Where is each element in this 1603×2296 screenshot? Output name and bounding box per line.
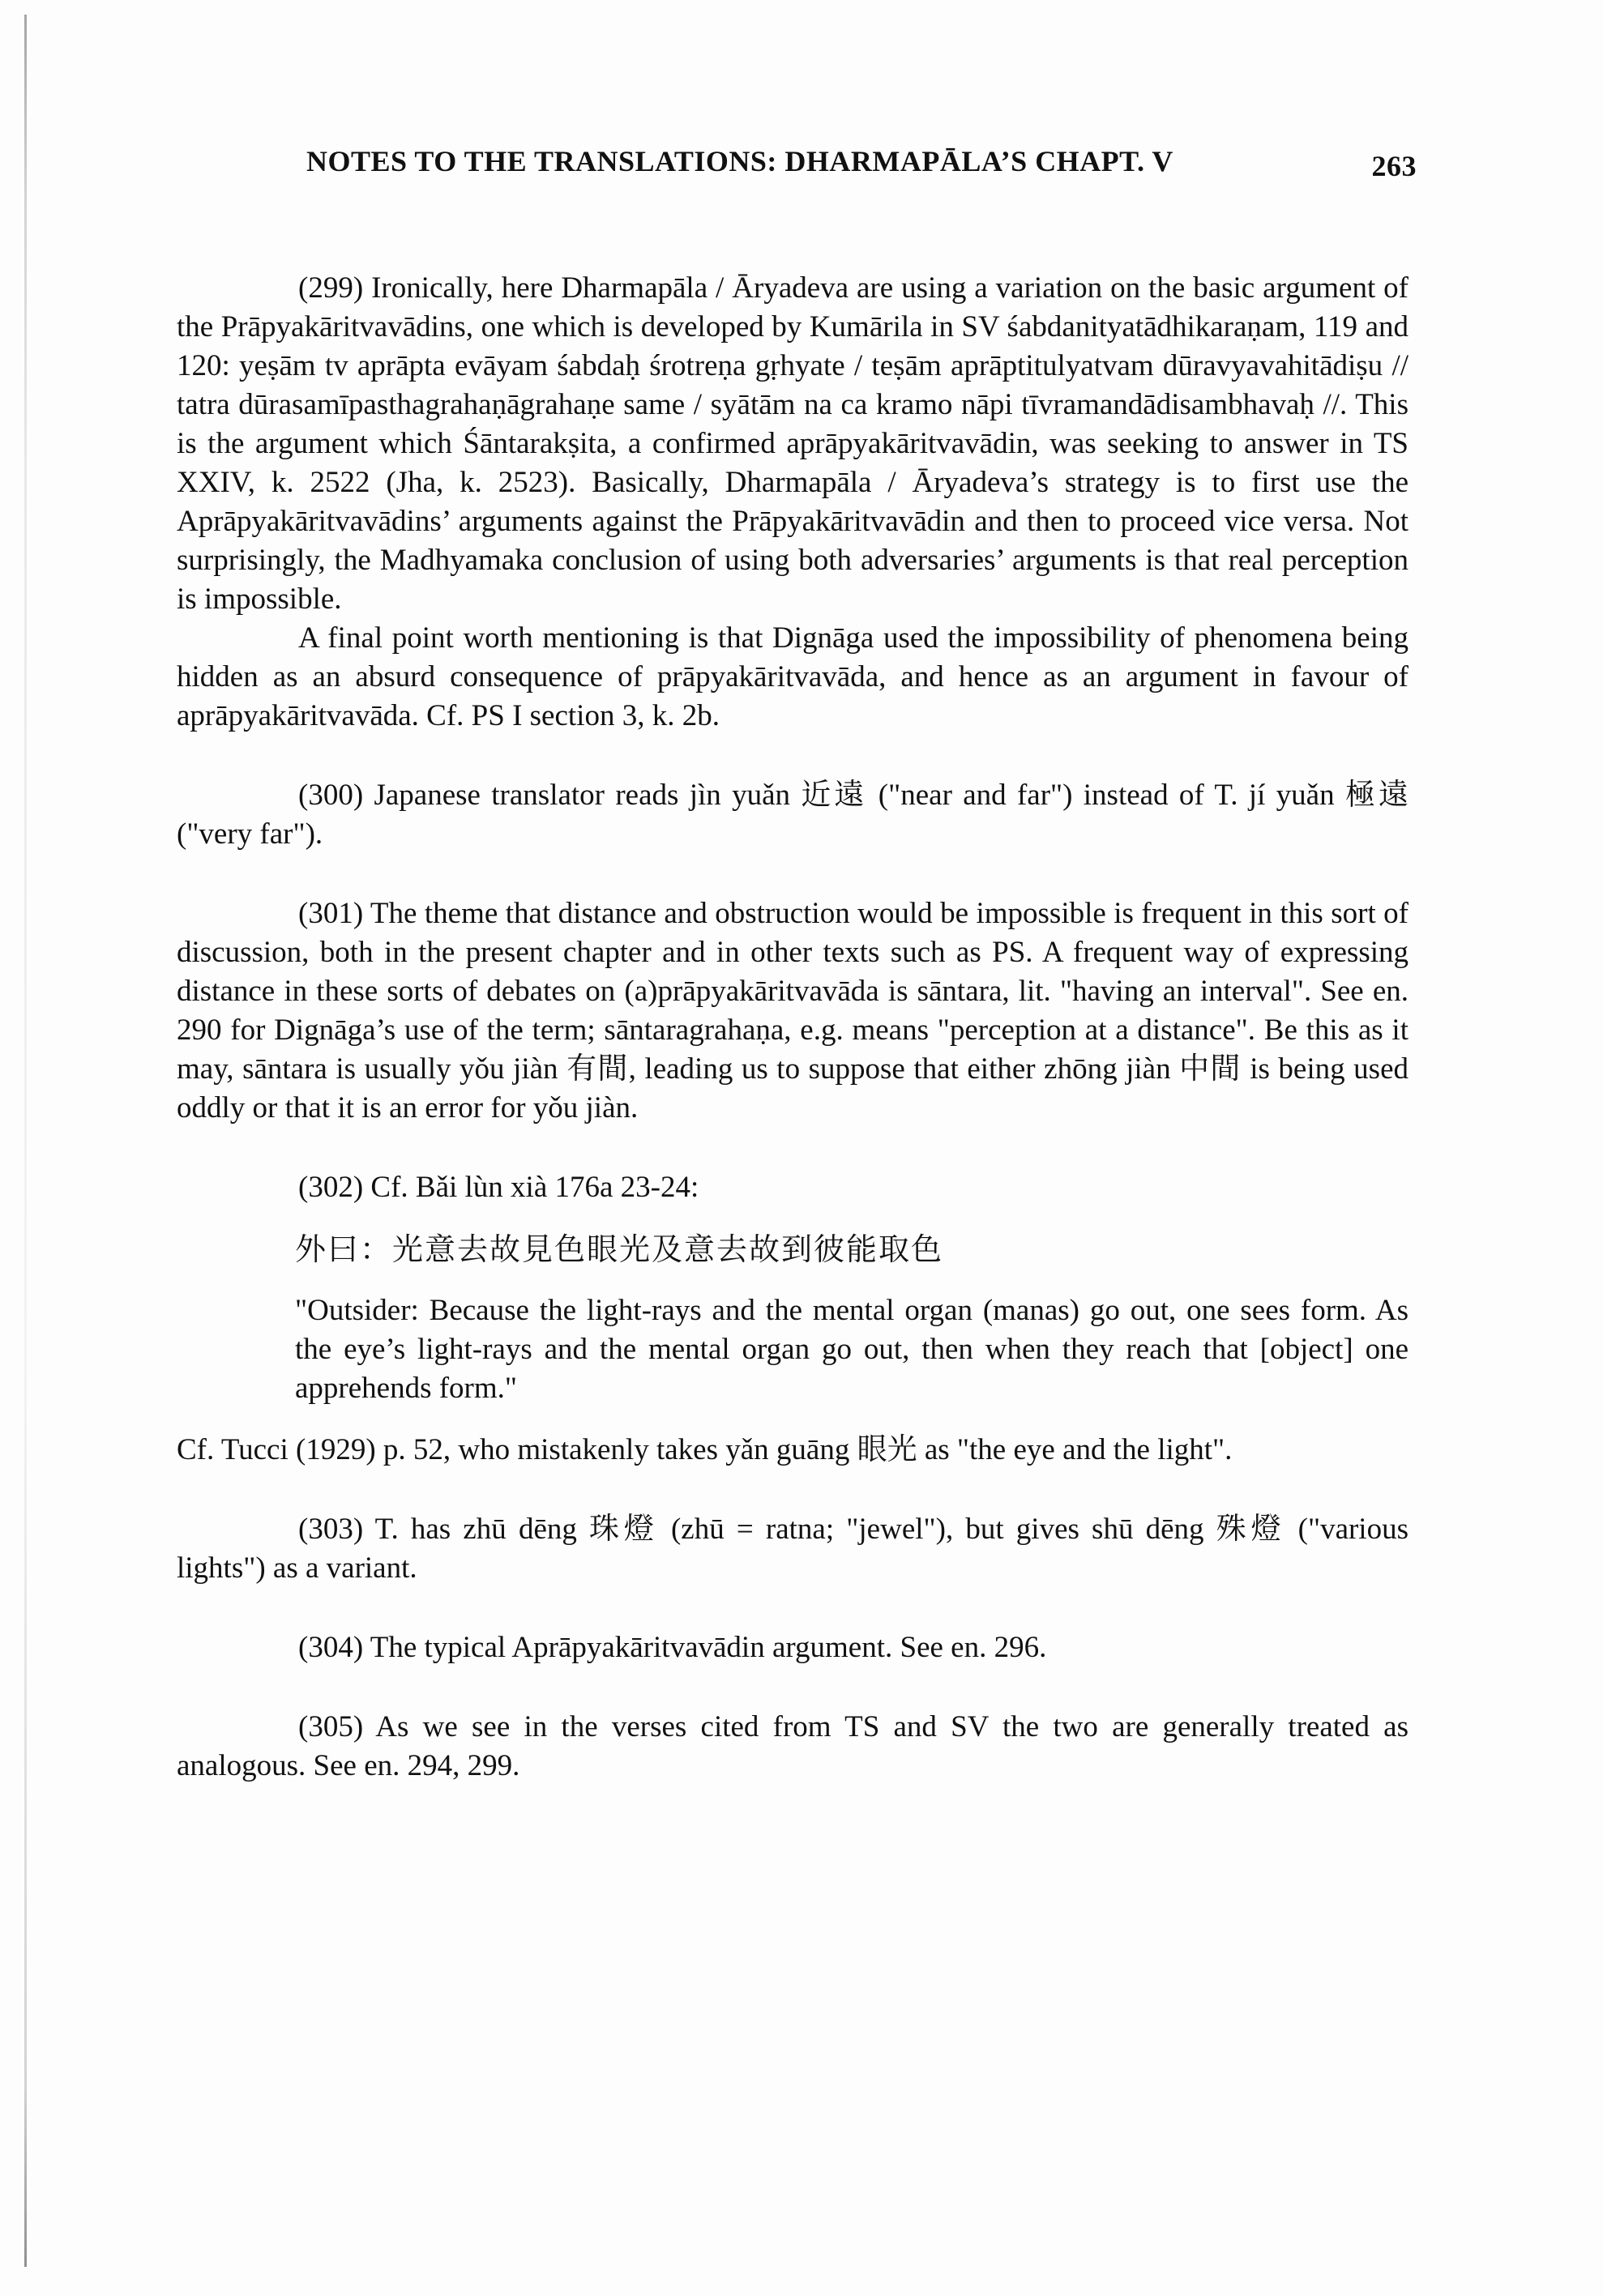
chinese-quotation: 外曰：光意去故見色眼光及意去故到彼能取色 xyxy=(295,1231,944,1267)
scan-binding-edge xyxy=(24,15,27,2267)
note-paragraph: (299) Ironically, here Dharmapāla / Āryadeva are using a variation on the basic argument of the Prāpyakāritvavādins, one which is developed by Kumārila in SV śabdanityatādhikaraṇam, 119 and 120: yeṣām tv aprāpta evāyam śabdaḥ śrotreṇa gṛhyate / teṣām aprāptitulyatvam dūravyavahitādiṣu // tatra dūrasamīpasthagrahaṇāgrahaṇe same / syātām na ca kramo nāpi tīvramandādisambhavaḥ //. This is the argument which Śāntarakṣita, a confirmed aprāpyakāritvavādin, was seeking to answer in TS XXIV, k. 2522 (Jha, k. 2523). Basically, Dharmapāla / Āryadeva’s strategy is to first use the Aprāpyakāritvavādins’ arguments against the Prāpyakāritvavādin and then to proceed vice versa. Not surprisingly, the Madhyamaka conclusion of using both adversaries’ arguments is that real perception is impossible. xyxy=(177,271,1409,616)
note-304 xyxy=(177,1628,1409,1667)
note-paragraph: A final point worth mentioning is that Dignāga used the impossibility of phenomena being hidden as an absurd consequence of prāpyakāritvavāda, and hence as an argument in favour of aprāpyakāritvavāda. Cf. PS I section 3, k. 2b. xyxy=(177,621,1409,732)
note-305 xyxy=(177,1708,1409,1786)
note-paragraph: (303) T. has zhū dēng 珠燈 (zhū = ratna; "jewel"), but gives shū dēng 殊燈 ("various lights") as a variant. xyxy=(177,1513,1409,1585)
note-paragraph: (300) Japanese translator reads jìn yuǎn 近遠 ("near and far") instead of T. jí yuǎn 極遠 ("very far"). xyxy=(177,779,1409,851)
note-301 xyxy=(177,894,1409,1128)
note-paragraph: (302) Cf. Bǎi lùn xià 176a 23-24: xyxy=(298,1171,699,1204)
note-299 xyxy=(177,269,1409,736)
note-paragraph: (305) As we see in the verses cited from TS and SV the two are generally treated as analogous. See en. 294, 299. xyxy=(177,1710,1409,1782)
note-303 xyxy=(177,1510,1409,1588)
page-header xyxy=(306,144,1417,193)
notes-content xyxy=(177,269,1409,1826)
note-paragraph: (304) The typical Aprāpyakāritvavādin argument. See en. 296. xyxy=(298,1631,1047,1664)
note-300 xyxy=(177,776,1409,854)
note-302 xyxy=(177,1168,1409,1470)
running-title: NOTES TO THE TRANSLATIONS: DHARMAPĀLA’S CHAPT. V xyxy=(306,145,1173,177)
note-paragraph: (301) The theme that distance and obstruction would be impossible is frequent in this sort of discussion, both in the present chapter and in other texts such as PS. A frequent way of expressing distance in these sorts of debates on (a)prāpyakāritvavāda is sāntara, lit. "having an interval". See en. 290 for Dignāga’s use of the term; sāntaragrahaṇa, e.g. means "perception at a distance". Be this as it may, sāntara is usually yǒu jiàn 有間, leading us to suppose that either zhōng jiàn 中間 is being used oddly or that it is an error for yǒu jiàn. xyxy=(177,897,1409,1125)
cross-reference: Cf. Tucci (1929) p. 52, who mistakenly takes yǎn guāng 眼光 as "the eye and the light". xyxy=(177,1433,1233,1466)
translated-quotation: "Outsider: Because the light-rays and the mental organ (manas) go out, one sees form. As the eye’s light-rays and the mental organ go out, then when they reach that [object] one apprehends form." xyxy=(295,1294,1409,1405)
page-number: 263 xyxy=(1371,150,1417,182)
